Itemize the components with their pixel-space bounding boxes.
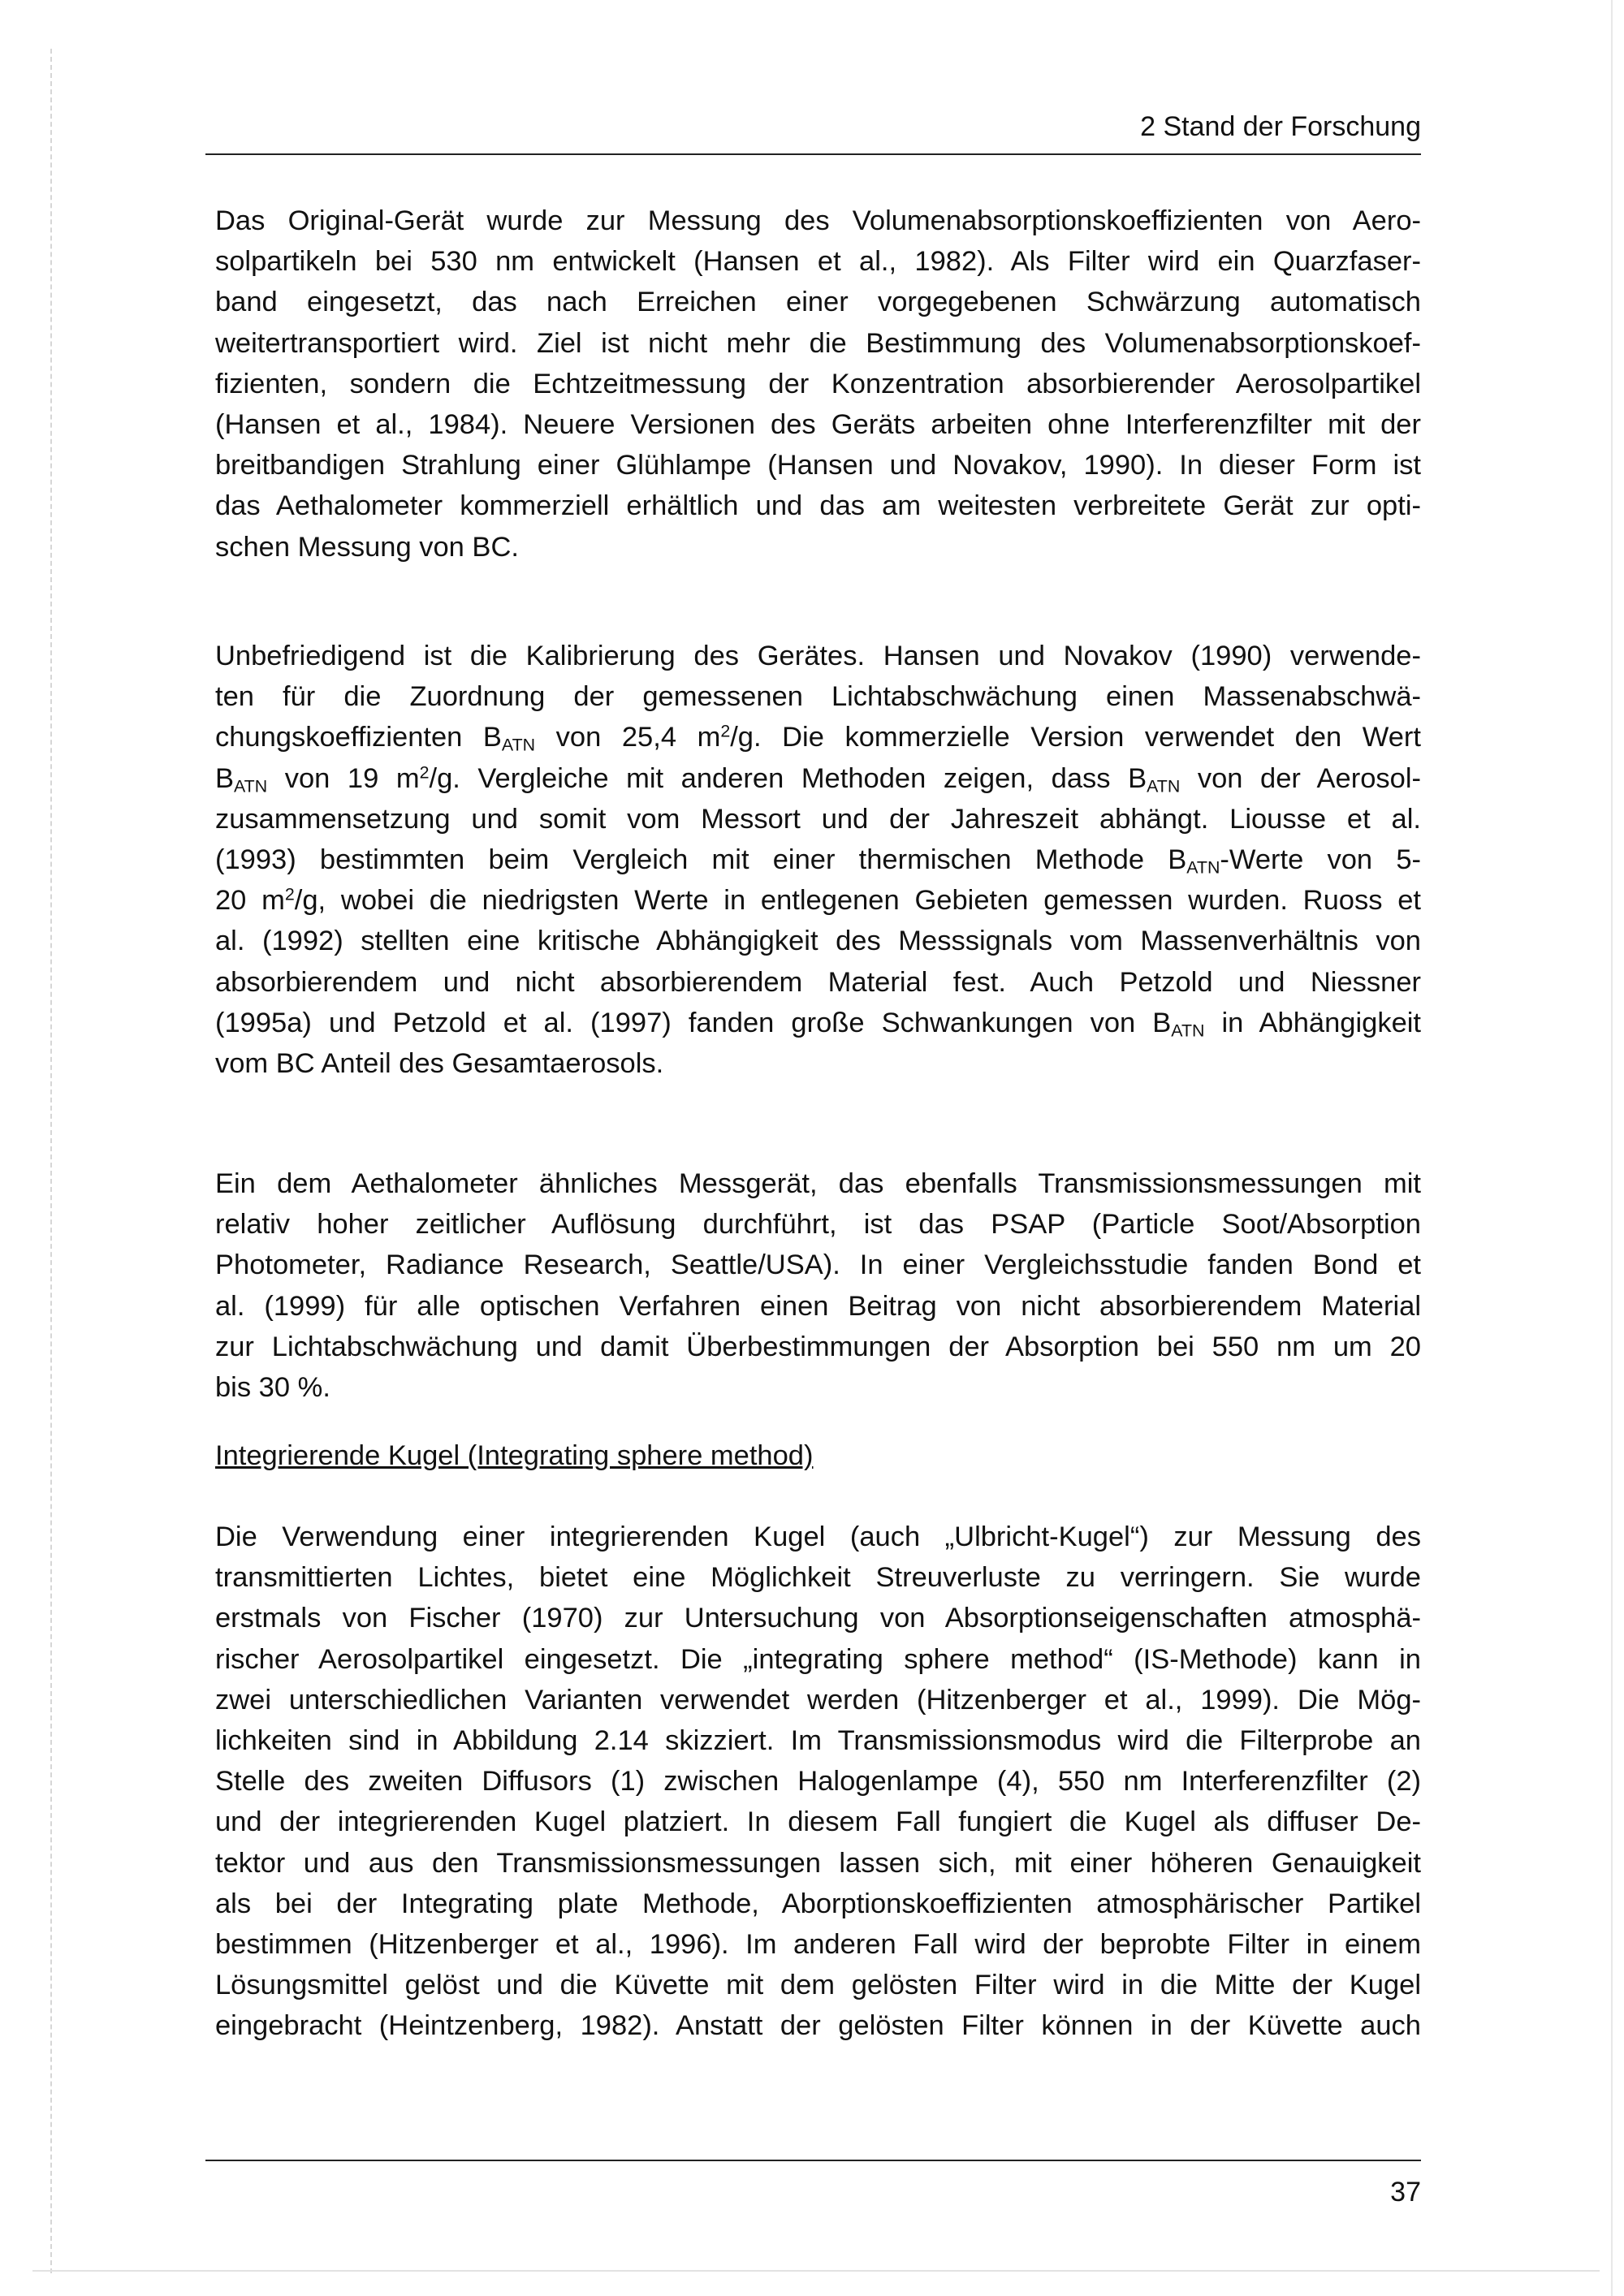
text-line: al. (1992) stellten eine kritische Abhängigkeit des Messsignals vom Massenverhältnis von: [215, 926, 1421, 957]
scan-edge-bottom: [32, 2270, 1600, 2272]
text-line: transmittierten Lichtes, bietet eine Möglichkeit Streuverluste zu verringern. Sie wurde: [215, 1562, 1421, 1594]
section-heading: Integrierende Kugel (Integrating sphere method): [215, 1440, 814, 1471]
text-line: fizienten, sondern die Echtzeitmessung der Konzentration absorbierender Aerosolpartikel: [215, 368, 1421, 399]
running-head: 2 Stand der Forschung: [1140, 111, 1421, 142]
text-line: erstmals von Fischer (1970) zur Untersuchung von Absorptionseigenschaften atmosphä-: [215, 1603, 1421, 1634]
text-line: Photometer, Radiance Research, Seattle/USA). In einer Vergleichsstudie fanden Bond et: [215, 1249, 1421, 1281]
text-line: (1993) bestimmten beim Vergleich mit einer thermischen Methode $B_{ATN}$-Werte von 5-: [215, 844, 1422, 878]
text-line: 20 $m^2/g$, wobei die niedrigsten Werte in entlegenen Gebieten gemessen wurden. Ruoss et: [215, 884, 1421, 917]
text-line: (1995a) und Petzold et al. (1997) fanden große Schwankungen von $B_{ATN}$ in Abhängigkeit: [215, 1007, 1422, 1041]
text-line: als bei der Integrating plate Methode, Aborptionskoeffizienten atmosphärischer Partikel: [215, 1888, 1421, 1919]
text-line: band eingesetzt, das nach Erreichen einer vorgegebenen Schwärzung automatisch: [215, 287, 1421, 318]
footer-rule: [205, 2160, 1421, 2161]
text-line: bis 30 %.: [215, 1372, 330, 1404]
text-line: das Aethalometer kommerziell erhältlich und das am weitesten verbreitete Gerät zur opti-: [215, 490, 1421, 522]
paragraph-1: [215, 201, 1421, 568]
scan-edge-left: [50, 49, 52, 2273]
text-line: ten für die Zuordnung der gemessenen Lichtabschwächung einen Massenabschwä-: [215, 681, 1421, 713]
text-line: relativ hoher zeitlicher Auflösung durchführt, ist das PSAP (Particle Soot/Absorption: [215, 1209, 1421, 1241]
text-line: Die Verwendung einer integrierenden Kugel (auch „Ulbricht-Kugel“) zur Messung des: [215, 1521, 1421, 1552]
text-line: breitbandigen Strahlung einer Glühlampe (Hansen und Novakov, 1990). In dieser Form ist: [215, 450, 1421, 481]
text-line: solpartikeln bei 530 nm entwickelt (Hansen et al., 1982). Als Filter wird ein Quarzfaser-: [215, 246, 1421, 278]
paragraph-3: [215, 1163, 1421, 1408]
paragraph-2: [215, 636, 1421, 1084]
text-line: und der integrierenden Kugel platziert. In diesem Fall fungiert die Kugel als diffuser De-: [215, 1806, 1421, 1838]
text-line: rischer Aerosolpartikel eingesetzt. Die „integrating sphere method“ (IS-Methode) kann in: [215, 1643, 1421, 1675]
text-line: Lösungsmittel gelöst und die Küvette mit dem gelösten Filter wird in die Mitte der Kugel: [215, 1970, 1421, 2001]
text-line: zur Lichtabschwächung und damit Überbestimmungen der Absorption bei 550 nm um 20: [215, 1331, 1421, 1362]
text-line: Ein dem Aethalometer ähnliches Messgerät, das ebenfalls Transmissionsmessungen mit: [215, 1168, 1421, 1199]
text-line: tektor und aus den Transmissionsmessungen lassen sich, mit einer höheren Genauigkeit: [215, 1847, 1421, 1879]
header-rule: [205, 153, 1421, 155]
text-line: al. (1999) für alle optischen Verfahren einen Beitrag von nicht absorbierendem Material: [215, 1290, 1421, 1322]
text-line: Das Original-Gerät wurde zur Messung des Volumenabsorptionskoeffizienten von Aero-: [215, 205, 1421, 236]
paragraph-4: [215, 1517, 1421, 2047]
page-number: 37: [1390, 2177, 1421, 2208]
text-line: chungskoeffizienten $B_{ATN}$ von 25,4 $m^2/g$. Die kommerzielle Version verwendet den Wert: [215, 721, 1421, 755]
text-line: Unbefriedigend ist die Kalibrierung des Gerätes. Hansen und Novakov (1990) verwende-: [215, 641, 1421, 671]
text-line: vom BC Anteil des Gesamtaerosols.: [215, 1048, 664, 1080]
text-line: $B_{ATN}$ von 19 $m^2/g$. Vergleiche mit anderen Methoden zeigen, dass $B_{ATN}$ von der Aerosol-: [215, 762, 1421, 796]
text-line: zwei unterschiedlichen Varianten verwendet werden (Hitzenberger et al., 1999). Die Mög-: [215, 1684, 1421, 1716]
text-line: bestimmen (Hitzenberger et al., 1996). Im anderen Fall wird der beprobte Filter in einem: [215, 1929, 1421, 1961]
text-line: (Hansen et al., 1984). Neuere Versionen des Geräts arbeiten ohne Interferenzfilter mit der: [215, 409, 1421, 441]
text-line: absorbierendem und nicht absorbierendem Material fest. Auch Petzold und Niessner: [215, 966, 1421, 998]
text-line: Stelle des zweiten Diffusors (1) zwischen Halogenlampe (4), 550 nm Interferenzfilter (2): [215, 1766, 1421, 1798]
text-line: weitertransportiert wird. Ziel ist nicht mehr die Bestimmung des Volumenabsorptionskoef-: [215, 327, 1421, 359]
text-line: schen Messung von BC.: [215, 531, 519, 563]
text-line: eingebracht (Heintzenberg, 1982). Anstatt der gelösten Filter können in der Küvette auch: [215, 2010, 1421, 2042]
text-line: zusammensetzung und somit vom Messort und der Jahreszeit abhängt. Liousse et al.: [215, 803, 1421, 835]
scan-edge-right: [1611, 0, 1613, 2296]
text-line: lichkeiten sind in Abbildung 2.14 skizziert. Im Transmissionsmodus wird die Filterprobe an: [215, 1725, 1421, 1757]
